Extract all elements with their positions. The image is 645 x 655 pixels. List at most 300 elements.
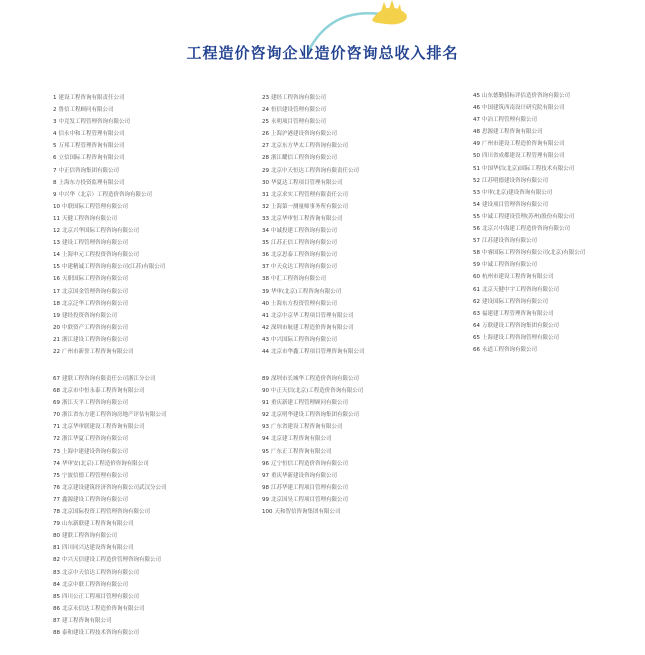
rank-number: 47 — [473, 117, 480, 124]
company-name: 华审安(北京)工程造价咨询有限公司 — [62, 460, 149, 467]
ranking-item — [473, 114, 643, 126]
ranking-item — [262, 458, 462, 470]
company-name: 建联工程咨询有限责任公司浙江分公司 — [62, 376, 156, 382]
ranking-item — [53, 482, 243, 494]
ranking-item — [53, 542, 243, 554]
rank-number: 81 — [53, 545, 60, 552]
company-name: 鑫源建设工程咨询有限公司 — [62, 496, 129, 503]
company-name: 上海东方投资监理有限公司 — [58, 179, 125, 186]
ranking-item — [473, 126, 643, 138]
rank-number: 100 — [262, 509, 273, 516]
ranking-item — [53, 627, 243, 639]
company-name: 中天众达工程咨询有限公司 — [271, 264, 338, 271]
rank-number: 51 — [473, 165, 480, 172]
ranking-item — [53, 298, 243, 310]
company-name: 中诚工程建设管理(苏州)股份有限公司 — [482, 213, 575, 220]
rank-number: 61 — [473, 286, 480, 293]
ranking-item — [262, 261, 462, 273]
ranking-item — [53, 567, 243, 579]
ranking-column-1 — [53, 92, 243, 358]
company-name: 中睿国际工程咨询有限公司(北京)有限公司 — [482, 250, 586, 257]
ranking-column-5 — [262, 373, 462, 518]
ranking-item — [53, 261, 243, 273]
rank-number: 8 — [53, 179, 57, 186]
company-name: 江苏建设咨询有限公司 — [482, 238, 538, 245]
rank-number: 42 — [262, 324, 269, 331]
ranking-item — [53, 201, 243, 213]
ranking-item — [262, 201, 462, 213]
rank-number: 49 — [473, 141, 480, 148]
company-name: 浙江天平工程咨询有限公司 — [62, 400, 129, 407]
rank-number: 85 — [53, 593, 60, 600]
rank-number: 77 — [53, 496, 60, 503]
company-name: 广州市建设工程造价咨询有限公司 — [482, 141, 565, 148]
ranking-item — [53, 128, 243, 140]
rank-number: 5 — [53, 143, 57, 150]
ranking-item — [473, 163, 643, 175]
ranking-item — [53, 140, 243, 152]
rank-number: 40 — [262, 300, 269, 307]
company-name: 山东德勤招标评估造价咨询有限公司 — [482, 93, 571, 99]
ranking-item — [262, 409, 462, 421]
rank-number: 31 — [262, 191, 269, 198]
company-name: 建联工程咨询有限公司 — [62, 533, 118, 540]
company-name: 广东正工程咨询有限公司 — [271, 448, 332, 455]
ranking-item — [53, 213, 243, 225]
ranking-item — [473, 247, 643, 259]
ranking-item — [473, 259, 643, 271]
company-name: 重庆华新建设咨询有限公司 — [271, 472, 338, 479]
company-name: 恒信建设管理有限公司 — [271, 107, 327, 114]
company-name: 中正信咨询集团有限公司 — [58, 167, 120, 174]
ranking-item — [473, 187, 643, 199]
rank-number: 58 — [473, 250, 480, 257]
company-name: 华审(北京)工程咨询有限公司 — [271, 288, 342, 295]
company-name: 北京兴中海建工程造价咨询有限公司 — [482, 226, 571, 233]
rank-number: 54 — [473, 201, 480, 208]
company-name: 鲁信工程顾问有限公司 — [58, 107, 114, 114]
ranking-item — [262, 152, 462, 164]
ranking-item — [262, 286, 462, 298]
ranking-item — [53, 397, 243, 409]
company-name: 北京中联工程咨询有限公司 — [62, 581, 129, 588]
rank-number: 79 — [53, 521, 60, 528]
rank-number: 89 — [262, 376, 269, 382]
rank-number: 99 — [262, 496, 269, 503]
rank-number: 32 — [262, 203, 269, 210]
ranking-item — [262, 104, 462, 116]
ranking-item — [53, 249, 243, 261]
rank-number: 69 — [53, 400, 60, 407]
ranking-item — [53, 591, 243, 603]
rank-number: 21 — [53, 336, 60, 343]
rank-number: 45 — [473, 93, 480, 99]
ranking-item — [53, 433, 243, 445]
rank-number: 13 — [53, 240, 60, 247]
ranking-item — [262, 470, 462, 482]
ranking-item — [262, 116, 462, 128]
company-name: 万邦工程管理咨询有限公司 — [58, 143, 125, 150]
ranking-item — [53, 92, 243, 104]
company-name: 浙江建设工程咨询有限公司 — [62, 336, 129, 343]
rank-number: 41 — [262, 312, 269, 319]
company-name: 浙江省东方建工程咨询房地产评估有限公司 — [62, 412, 167, 419]
ranking-item — [473, 90, 643, 102]
company-name: 北京市华鑫工程项目管理咨询有限公司 — [271, 348, 365, 355]
company-name: 建经工程咨询有限公司 — [271, 95, 327, 101]
company-name: 北京建工程咨询有限公司 — [271, 436, 332, 443]
rank-number: 23 — [262, 95, 269, 101]
rank-number: 30 — [262, 179, 269, 186]
rank-number: 82 — [53, 557, 60, 564]
rank-number: 87 — [53, 617, 60, 624]
ranking-item — [473, 332, 643, 344]
company-name: 四川公正工程项目管理有限公司 — [62, 593, 140, 600]
company-name: 中建精诚工程咨询有限公司(江苏)有限公司 — [62, 264, 166, 271]
company-name: 建设工程咨询有限责任公司 — [58, 95, 125, 101]
ranking-item — [473, 175, 643, 187]
company-name: 中诚投建工程咨询有限公司 — [271, 228, 338, 235]
company-name: 建工程咨询有限公司 — [62, 617, 112, 624]
company-name: 中冶工程管理有限公司 — [482, 117, 538, 124]
ranking-item — [53, 286, 243, 298]
company-name: 思源建工程咨询有限公司 — [482, 129, 543, 136]
ranking-item — [473, 344, 643, 356]
company-name: 中诚工程咨询有限公司 — [482, 262, 538, 269]
rank-number: 75 — [53, 472, 60, 479]
ranking-item — [53, 189, 243, 201]
ranking-item — [53, 237, 243, 249]
ranking-item — [53, 554, 243, 566]
rank-number: 53 — [473, 189, 480, 196]
rank-number: 27 — [262, 143, 269, 150]
company-name: 北京泛华工程咨询有限公司 — [62, 300, 129, 307]
ranking-item — [262, 92, 462, 104]
company-name: 中兴华（北京）工程造价咨询有限公司 — [58, 191, 153, 198]
company-name: 中联资产工程咨询有限公司 — [62, 324, 129, 331]
ranking-item — [262, 249, 462, 261]
ranking-item — [262, 322, 462, 334]
rank-number: 84 — [53, 581, 60, 588]
rank-number: 78 — [53, 509, 60, 516]
company-name: 中兴国际工程咨询有限公司 — [271, 336, 338, 343]
rank-number: 44 — [262, 348, 269, 355]
ranking-item — [262, 421, 462, 433]
ranking-item — [262, 177, 462, 189]
rank-number: 1 — [53, 95, 57, 101]
rank-number: 12 — [53, 228, 60, 235]
ranking-item — [262, 334, 462, 346]
rank-number: 71 — [53, 424, 60, 431]
ranking-item — [262, 128, 462, 140]
ranking-item — [473, 235, 643, 247]
rank-number: 22 — [53, 348, 60, 355]
rank-number: 46 — [473, 105, 480, 112]
company-name: 建经投资咨询有限公司 — [62, 312, 118, 319]
rank-number: 39 — [262, 288, 269, 295]
company-name: 北京国际投资工程管理咨询有限公司 — [62, 509, 151, 516]
rank-number: 25 — [262, 119, 269, 126]
company-name: 重庆新建工程管理顾问有限公司 — [271, 400, 349, 407]
ranking-item — [53, 421, 243, 433]
ranking-item — [53, 152, 243, 164]
ranking-item — [473, 308, 643, 320]
rank-number: 19 — [53, 312, 60, 319]
ranking-item — [473, 223, 643, 235]
company-name: 北京明华建设工程咨询集团有限公司 — [271, 412, 360, 419]
company-name: 北京国金管理咨询有限公司 — [62, 288, 129, 295]
company-name: 江苏华建工程项目管理有限公司 — [271, 484, 349, 491]
rank-number: 86 — [53, 605, 60, 612]
rank-number: 66 — [473, 346, 480, 353]
company-name: 万联建设工程咨询集团有限公司 — [482, 322, 560, 329]
company-name: 建设工程管理咨询有限公司 — [62, 240, 129, 247]
ranking-item — [53, 518, 243, 530]
ranking-item — [53, 385, 243, 397]
company-name: 上海申元工程投资咨询有限公司 — [62, 252, 140, 259]
rank-number: 36 — [262, 252, 269, 259]
ranking-item — [53, 458, 243, 470]
company-name: 北京建设建筑经济咨询有限公司武汉分公司 — [62, 484, 167, 491]
ranking-column-4 — [53, 373, 243, 639]
ranking-item — [473, 199, 643, 211]
ranking-item — [53, 116, 243, 128]
company-name: 建设国际工程咨询有限公司 — [482, 298, 549, 305]
rank-number: 90 — [262, 388, 269, 395]
company-name: 广州市新誉工程咨询有限公司 — [62, 348, 134, 355]
rank-number: 55 — [473, 213, 480, 220]
ranking-item — [53, 177, 243, 189]
company-name: 北京兴华国际工程咨询有限公司 — [62, 228, 140, 235]
rank-number: 67 — [53, 376, 60, 382]
company-name: 永道工程咨询有限公司 — [482, 346, 538, 353]
company-name: 北京求实工程管理有限责任公司 — [271, 191, 349, 198]
company-name: 中兴天信建设工程造价管理咨询有限公司 — [62, 557, 162, 564]
rank-number: 64 — [473, 322, 480, 329]
rank-number: 18 — [53, 300, 60, 307]
rank-number: 57 — [473, 238, 480, 245]
rank-number: 35 — [262, 240, 269, 247]
ranking-item — [473, 271, 643, 283]
company-name: 北京华审恒工程咨询有限公司 — [271, 215, 343, 222]
ranking-item — [53, 273, 243, 285]
rank-number: 20 — [53, 324, 60, 331]
company-name: 广东省建设工程咨询有限公司 — [271, 424, 343, 431]
ranking-item — [53, 310, 243, 322]
company-name: 北京中天信达工程咨询有限公司 — [62, 569, 140, 576]
rank-number: 9 — [53, 191, 57, 198]
company-name: 北京天健中宇工程咨询有限公司 — [482, 286, 560, 293]
ranking-item — [53, 530, 243, 542]
company-name: 上海中建建设咨询有限公司 — [62, 448, 129, 455]
ranking-item — [262, 225, 462, 237]
company-name: 北京永信达工程造价咨询有限公司 — [62, 605, 145, 612]
rank-number: 50 — [473, 153, 480, 160]
ranking-item — [53, 346, 243, 358]
ranking-item — [262, 446, 462, 458]
ranking-item — [262, 298, 462, 310]
company-name: 天和智信咨询集团有限公司 — [274, 509, 341, 516]
ranking-item — [262, 140, 462, 152]
ranking-item — [473, 150, 643, 162]
company-name: 上海东方投资管理有限公司 — [271, 300, 338, 307]
rank-number: 17 — [53, 288, 60, 295]
ranking-item — [473, 296, 643, 308]
rank-number: 94 — [262, 436, 269, 443]
company-name: 永明项目管理有限公司 — [271, 119, 327, 126]
rank-number: 24 — [262, 107, 269, 114]
company-name: 山东新联建工程咨询有限公司 — [62, 521, 134, 528]
ranking-item — [262, 273, 462, 285]
company-name: 深圳市航建工程造价咨询有限公司 — [271, 324, 354, 331]
rank-number: 92 — [262, 412, 269, 419]
rank-number: 43 — [262, 336, 269, 343]
rank-number: 4 — [53, 131, 57, 138]
rank-number: 76 — [53, 484, 60, 491]
company-name: 建设项目管理咨询有限公司 — [482, 201, 549, 208]
ranking-item — [53, 579, 243, 591]
ranking-item — [53, 615, 243, 627]
company-name: 北京国昊工程项目管理有限公司 — [271, 496, 349, 503]
ranking-item — [262, 213, 462, 225]
ranking-item — [473, 102, 643, 114]
ranking-item — [53, 603, 243, 615]
ranking-item — [262, 385, 462, 397]
company-name: 华夏达工程项目管理有限公司 — [271, 179, 343, 186]
rank-number: 7 — [53, 167, 57, 174]
ranking-item — [473, 320, 643, 332]
rank-number: 16 — [53, 276, 60, 283]
ranking-item — [473, 211, 643, 223]
company-name: 深圳市长城华工程造价咨询有限公司 — [271, 376, 360, 382]
company-name: 上海第一测量师事务所有限公司 — [271, 203, 349, 210]
company-name: 信永中和工程管理有限公司 — [58, 131, 125, 138]
rank-number: 93 — [262, 424, 269, 431]
company-name: 辽宁恒信工程造价咨询有限公司 — [271, 460, 349, 467]
rank-number: 10 — [53, 203, 60, 210]
rank-number: 88 — [53, 629, 60, 636]
ranking-item — [473, 284, 643, 296]
rank-number: 97 — [262, 472, 269, 479]
company-name: 北京市中恒永泰工程咨询有限公司 — [62, 388, 145, 395]
rank-number: 70 — [53, 412, 60, 419]
ranking-item — [53, 165, 243, 177]
rank-number: 28 — [262, 155, 269, 162]
company-name: 中审(北京)建设咨询有限公司 — [482, 189, 553, 196]
ranking-item — [53, 104, 243, 116]
ranking-item — [53, 334, 243, 346]
rank-number: 60 — [473, 274, 480, 281]
ranking-item — [262, 433, 462, 445]
company-name: 北京中天恒达工程咨询有限责任公司 — [271, 167, 360, 174]
ranking-item — [262, 346, 462, 358]
yellow-crown-decoration — [380, 0, 402, 16]
rank-number: 33 — [262, 215, 269, 222]
rank-number: 26 — [262, 131, 269, 138]
company-name: 福建建工程管理咨询有限公司 — [482, 310, 554, 317]
rank-number: 98 — [262, 484, 269, 491]
rank-number: 3 — [53, 119, 57, 126]
ranking-item — [262, 397, 462, 409]
company-name: 泰和建设工程技术咨询有限公司 — [62, 629, 140, 636]
rank-number: 74 — [53, 460, 60, 467]
ranking-column-2 — [262, 92, 462, 358]
rank-number: 91 — [262, 400, 269, 407]
rank-number: 63 — [473, 310, 480, 317]
ranking-column-3 — [473, 90, 643, 356]
company-name: 浙江华夏工程咨询有限公司 — [62, 436, 129, 443]
company-name: 天职国际工程咨询有限公司 — [62, 276, 129, 283]
rank-number: 14 — [53, 252, 60, 259]
ranking-item — [53, 373, 243, 385]
ranking-item — [262, 165, 462, 177]
company-name: 中正天信(北京)工程造价咨询有限公司 — [271, 388, 364, 395]
rank-number: 68 — [53, 388, 60, 395]
company-name: 北京东方华太工程咨询有限公司 — [271, 143, 349, 150]
company-name: 宁波信德工程管理有限公司 — [62, 472, 129, 479]
rank-number: 34 — [262, 228, 269, 235]
ranking-item — [53, 470, 243, 482]
rank-number: 15 — [53, 264, 60, 271]
ranking-item — [262, 237, 462, 249]
ranking-item — [262, 494, 462, 506]
rank-number: 11 — [53, 215, 60, 222]
ranking-item — [53, 506, 243, 518]
company-name: 中竞发工程管理咨询有限公司 — [58, 119, 131, 126]
rank-number: 80 — [53, 533, 60, 540]
rank-number: 95 — [262, 448, 269, 455]
company-name: 浙江耀信工程咨询有限公司 — [271, 155, 338, 162]
company-name: 中联国际工程管理有限公司 — [62, 203, 129, 210]
company-name: 北京思泰工程咨询有限公司 — [271, 252, 338, 259]
rank-number: 96 — [262, 460, 269, 467]
company-name: 上海建设工程咨询管理有限公司 — [482, 334, 560, 341]
company-name: 江苏正信工程咨询有限公司 — [271, 240, 338, 247]
company-name: 杭州市建设工程咨询有限公司 — [482, 274, 554, 281]
company-name: 中国华信(北京)国际工程技术有限公司 — [482, 165, 575, 172]
rank-number: 65 — [473, 334, 480, 341]
rank-number: 37 — [262, 264, 269, 271]
rank-number: 48 — [473, 129, 480, 136]
company-name: 中国建筑西南设计研究院有限公司 — [482, 105, 565, 112]
rank-number: 38 — [262, 276, 269, 283]
company-name: 立信国际工程咨询有限公司 — [58, 155, 125, 162]
rank-number: 59 — [473, 262, 480, 269]
ranking-item — [262, 506, 462, 518]
rank-number: 52 — [473, 177, 480, 184]
rank-number: 2 — [53, 107, 57, 114]
company-name: 中汇工程咨询有限公司 — [271, 276, 327, 283]
ranking-item — [53, 494, 243, 506]
rank-number: 83 — [53, 569, 60, 576]
rank-number: 73 — [53, 448, 60, 455]
ranking-item — [53, 409, 243, 421]
rank-number: 6 — [53, 155, 57, 162]
company-name: 上海沪港建设咨询有限公司 — [271, 131, 338, 138]
company-name: 四川同兴达建设咨询有限公司 — [62, 545, 134, 552]
company-name: 天健工程咨询有限公司 — [62, 215, 118, 222]
rank-number: 56 — [473, 226, 480, 233]
ranking-item — [473, 138, 643, 150]
ranking-item — [53, 322, 243, 334]
page-title: 工程造价咨询企业造价咨询总收入排名 — [186, 44, 459, 62]
ranking-item — [53, 446, 243, 458]
rank-number: 62 — [473, 298, 480, 305]
ranking-item — [262, 482, 462, 494]
company-name: 四川省成都建设工程管理有限公司 — [482, 153, 565, 160]
ranking-item — [53, 225, 243, 237]
company-name: 江苏明德建设咨询有限公司 — [482, 177, 549, 184]
